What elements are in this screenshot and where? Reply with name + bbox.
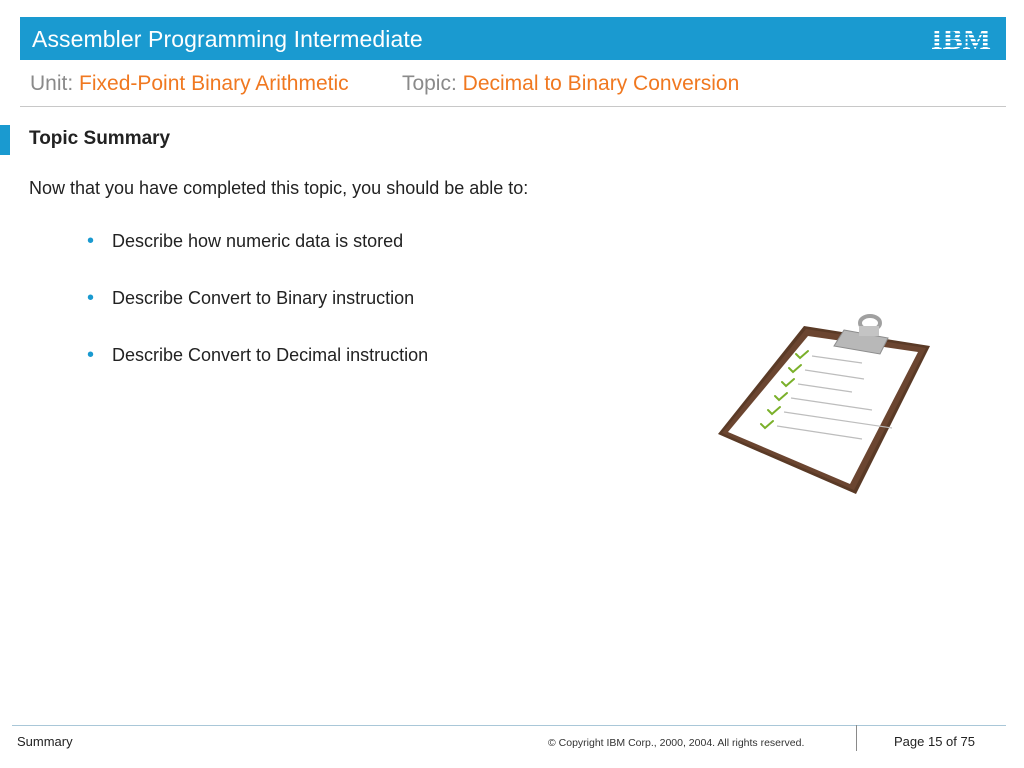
course-title: Assembler Programming Intermediate: [32, 26, 423, 52]
page-number: Page 15 of 75: [894, 734, 975, 749]
footer-copyright: © Copyright IBM Corp., 2000, 2004. All rights reserved.: [548, 737, 805, 749]
intro-text: Now that you have completed this topic, you should be able to:: [29, 178, 529, 198]
objective-item: • Describe Convert to Decimal instruction: [87, 343, 428, 400]
clipboard-checklist-icon: [712, 308, 937, 500]
topic-label: Topic:: [401, 72, 457, 95]
header-bar: [20, 17, 1006, 60]
section-title: Topic Summary: [29, 128, 171, 149]
objectives-list: [87, 229, 428, 400]
footer-separator: [856, 725, 857, 751]
unit-value: Fixed-Point Binary Arithmetic: [79, 72, 349, 95]
ibm-logo-text: IBM: [931, 23, 991, 53]
footer-section: Summary: [17, 734, 73, 749]
objective-item: • Describe Convert to Binary instruction: [87, 286, 428, 343]
section-marker: [0, 125, 10, 155]
header-divider: [20, 106, 1006, 107]
objective-item: • Describe how numeric data is stored: [87, 229, 428, 286]
unit-label: Unit:: [30, 72, 74, 95]
unit-topic-line: [30, 72, 739, 96]
ibm-logo: [928, 23, 994, 53]
topic-value: Decimal to Binary Conversion: [462, 72, 740, 95]
